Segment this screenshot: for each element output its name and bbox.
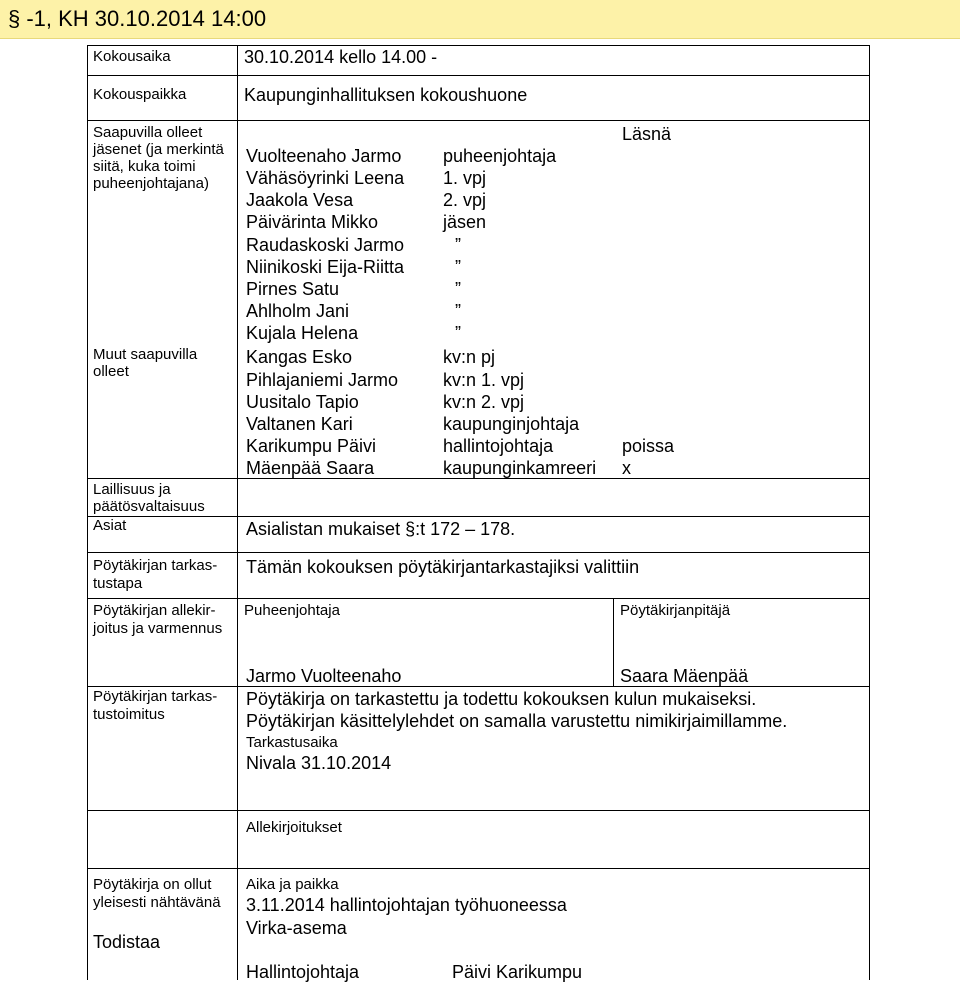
- other-name: Kangas Esko: [246, 347, 353, 367]
- member-name: Raudaskoski Jarmo: [246, 235, 405, 255]
- member-name: Kujala Helena: [246, 323, 359, 343]
- rule-top: [87, 45, 869, 46]
- public-display-label-1: Pöytäkirja on ollut: [93, 876, 212, 893]
- legality-label-1: Laillisuus ja: [93, 481, 171, 498]
- other-name: Pihlajaniemi Jarmo: [246, 370, 399, 390]
- review-method-label-2: tustapa: [93, 575, 143, 592]
- place-value: 3.11.2014 hallintojohtajan työhuoneessa: [246, 895, 567, 915]
- other-role: kaupunginkamreeri: [443, 458, 597, 478]
- review-method-value: Tämän kokouksen pöytäkirjantarkastajiksi valittiin: [246, 557, 640, 577]
- meeting-time-value: 30.10.2014 kello 14.00 -: [244, 47, 438, 67]
- certifier-name: Päivi Karikumpu: [452, 962, 583, 982]
- certify-label: Todistaa: [93, 932, 161, 952]
- rule-public-display: [87, 868, 869, 869]
- other-role: kv:n 2. vpj: [443, 392, 525, 412]
- attendance-label-3: siitä, kuka toimi: [93, 158, 196, 175]
- rule-vertical-right: [869, 45, 870, 980]
- rule-vertical-left: [87, 45, 88, 980]
- other-role: kaupunginjohtaja: [443, 414, 580, 434]
- other-name: Uusitalo Tapio: [246, 392, 359, 412]
- public-display-label-2: yleisesti nähtävänä: [93, 894, 221, 911]
- member-role: puheenjohtaja: [443, 146, 557, 166]
- rule-signatures: [87, 810, 869, 811]
- other-status: x: [622, 458, 631, 478]
- review-time-label: Tarkastusaika: [246, 734, 338, 751]
- rule-vertical-column: [237, 45, 238, 980]
- review-label-1: Pöytäkirjan tarkas-: [93, 688, 218, 705]
- matters-label: Asiat: [93, 517, 127, 534]
- rule-review: [87, 686, 869, 687]
- present-header: Läsnä: [622, 124, 672, 144]
- secretary-name: Saara Mäenpää: [620, 666, 749, 686]
- position-value: Hallintojohtaja: [246, 962, 360, 982]
- section-title: § -1, KH 30.10.2014 14:00: [8, 6, 267, 31]
- other-name: Karikumpu Päivi: [246, 436, 377, 456]
- others-label-1: Muut saapuvilla: [93, 346, 198, 363]
- other-role: hallintojohtaja: [443, 436, 554, 456]
- rule-signing: [87, 598, 869, 599]
- chair-label: Puheenjohtaja: [244, 602, 340, 619]
- meeting-place-value: Kaupunginhallituksen kokoushuone: [244, 85, 528, 105]
- other-name: Valtanen Kari: [246, 414, 353, 434]
- member-name: Pirnes Satu: [246, 279, 340, 299]
- member-role: 2. vpj: [443, 190, 487, 210]
- document-header: [0, 0, 960, 39]
- meeting-place-label: Kokouspaikka: [93, 86, 187, 103]
- signatures-label: Allekirjoitukset: [246, 819, 342, 836]
- review-statement-2: Pöytäkirjan käsittelylehdet on samalla varustettu nimikirjaimillamme.: [246, 711, 788, 731]
- member-role: ”: [455, 323, 461, 343]
- other-role: kv:n 1. vpj: [443, 370, 525, 390]
- member-role: ”: [455, 235, 461, 255]
- member-name: Vuolteenaho Jarmo: [246, 146, 402, 166]
- rule-matters: [87, 516, 869, 517]
- secretary-label: Pöytäkirjanpitäjä: [620, 602, 731, 619]
- review-label-2: tustoimitus: [93, 706, 165, 723]
- rule-review-method: [87, 552, 869, 553]
- legality-label-2: päätösvaltaisuus: [93, 498, 205, 515]
- member-role: ”: [455, 301, 461, 321]
- review-statement-1: Pöytäkirja on tarkastettu ja todettu kokouksen kulun mukaiseksi.: [246, 689, 757, 709]
- review-time-value: Nivala 31.10.2014: [246, 753, 392, 773]
- member-name: Niinikoski Eija-Riitta: [246, 257, 405, 277]
- member-name: Jaakola Vesa: [246, 190, 354, 210]
- chair-name: Jarmo Vuolteenaho: [246, 666, 402, 686]
- position-label: Virka-asema: [246, 918, 347, 938]
- member-role: 1. vpj: [443, 168, 487, 188]
- attendance-label-1: Saapuvilla olleet: [93, 124, 203, 141]
- member-name: Päivärinta Mikko: [246, 212, 379, 232]
- member-role: jäsen: [443, 212, 487, 232]
- other-role: kv:n pj: [443, 347, 496, 367]
- matters-value: Asialistan mukaiset §:t 172 – 178.: [246, 519, 516, 539]
- review-method-label-1: Pöytäkirjan tarkas-: [93, 557, 218, 574]
- rule-attendance: [87, 120, 869, 121]
- signing-label-1: Pöytäkirjan allekir-: [93, 602, 216, 619]
- other-status: poissa: [622, 436, 675, 456]
- other-name: Mäenpää Saara: [246, 458, 375, 478]
- attendance-label-2: jäsenet (ja merkintä: [93, 141, 224, 158]
- member-name: Ahlholm Jani: [246, 301, 350, 321]
- member-name: Vähäsöyrinki Leena: [246, 168, 405, 188]
- meeting-time-label: Kokousaika: [93, 48, 171, 65]
- member-role: ”: [455, 257, 461, 277]
- others-label-2: olleet: [93, 363, 129, 380]
- signing-label-2: joitus ja varmennus: [93, 620, 223, 637]
- place-label: Aika ja paikka: [246, 876, 339, 893]
- attendance-label-4: puheenjohtajana): [93, 175, 209, 192]
- rule-meeting-place: [87, 75, 869, 76]
- rule-vertical-secretary: [613, 598, 614, 686]
- member-role: ”: [455, 279, 461, 299]
